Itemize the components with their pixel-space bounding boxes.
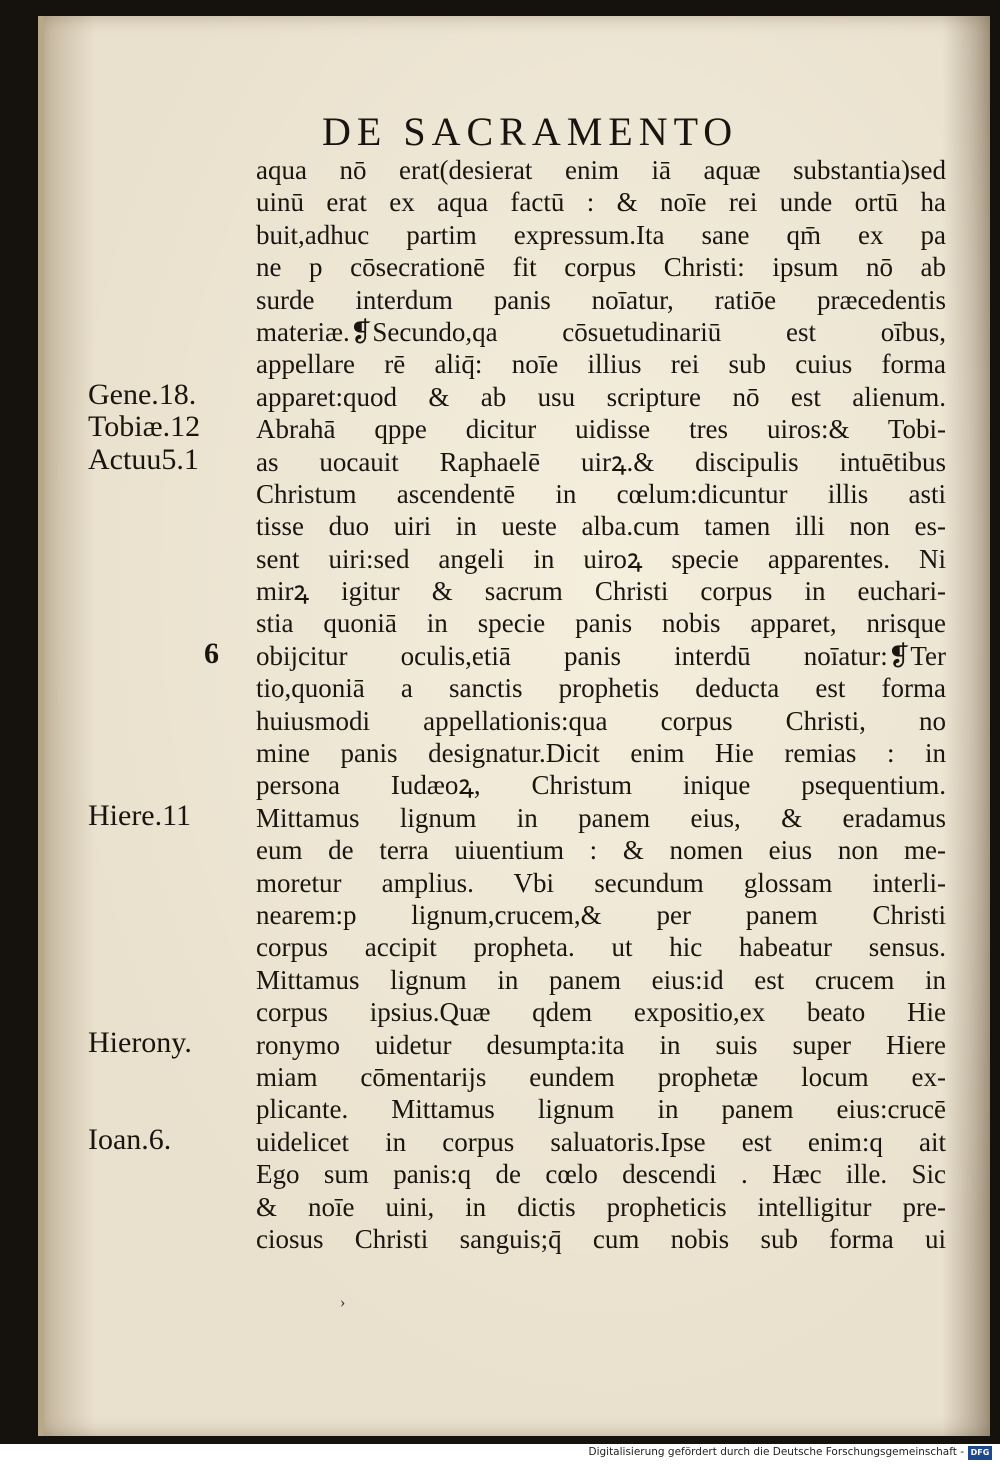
margin-reference: Hiere.11 [88, 799, 192, 832]
text-line: mirꝝ igitur & sacrum Christi corpus in euchari- [256, 576, 946, 607]
text-line: Mittamus lignum in panem eius:id est crucem in [256, 964, 946, 995]
margin-reference: Actuu5.1 [88, 442, 199, 476]
text-line: persona Iudæoꝝ, Christum inique psequentium. [256, 770, 946, 801]
text-line: uinū erat ex aqua factū : & noīe rei unde ortū ha [256, 187, 946, 218]
text-line: & noīe uini, in dictis propheticis intelligitur pre- [256, 1191, 946, 1222]
margin-reference: Hierony. [88, 1025, 192, 1059]
text-line: tisse duo uiri in ueste alba.cum tamen illi non es- [256, 511, 946, 542]
text-line: corpus ipsius.Quæ qdem expositio,ex beato Hie [256, 997, 946, 1028]
text-line: materiæ.❡Secundo,qa cōsuetudinariū est oībus, [256, 316, 946, 347]
text-line: sent uiri:sed angeli in uiroꝝ specie apparentes. Ni [256, 543, 946, 574]
text-line: mine panis designatur.Dicit enim Hie remias : in [256, 738, 946, 769]
text-line: ciosus Christi sanguis;q̄ cum nobis sub forma ui [256, 1223, 946, 1254]
text-line: eum de terra uiuentium : & nomen eius non me- [256, 835, 946, 866]
page-heading: DE SACRAMENTO [322, 109, 739, 154]
text-line: appellare rē aliq̄: noīe illius rei sub cuius forma [256, 349, 946, 380]
text-line: nearem:p lignum,crucem,& per panem Christi [256, 899, 946, 930]
margin-reference: Ioan.6. [88, 1123, 172, 1156]
text-line: apparet:quod & ab usu scripture nō est alienum. [256, 381, 946, 412]
text-line: huiusmodi appellationis:qua corpus Christi, no [256, 705, 946, 736]
text-line: aqua nō erat(desierat enim iā aquæ substantia)sed [256, 155, 946, 185]
margin-reference: Gene.18. [88, 377, 197, 411]
stray-mark: › [340, 1294, 346, 1311]
body-text [256, 154, 946, 1255]
text-line: tio,quoniā a sanctis prophetis deducta est forma [256, 673, 946, 704]
footer-credit: Digitalisierung gefördert durch die Deutsche Forschungsgemeinschaft - [588, 1446, 964, 1458]
text-line: ronymo uidetur desumpta:ita in suis super Hiere [256, 1029, 946, 1060]
text-line: Christum ascendentē in cœlum:dicuntur illis asti [256, 478, 946, 509]
text-line: buit,adhuc partim expressum.Ita sane qm̄ ex pa [256, 219, 946, 250]
margin-reference: Tobiæ.12 [88, 410, 201, 444]
text-line: obijcitur oculis,etiā panis interdū noīatur:❡Ter [256, 640, 946, 671]
text-line: uidelicet in corpus saluatoris.Ipse est enim:q ait [256, 1126, 946, 1157]
text-line: corpus accipit propheta. ut hic habeatur sensus. [256, 932, 946, 963]
text-line: plicante. Mittamus lignum in panem eius:crucē [256, 1094, 946, 1125]
text-line: Abrahā qppe dicitur uidisse tres uiros:& Tobi- [256, 414, 946, 445]
page-edge [38, 16, 44, 1436]
text-line: miam cōmentarijs eundem prophetæ locum ex- [256, 1061, 946, 1092]
dfg-logo-icon: DFG [968, 1446, 992, 1460]
margin-number: 6 [204, 637, 219, 670]
text-line: Ego sum panis:q de cœlo descendi . Hæc ille. Sic [256, 1159, 946, 1190]
text-line: ne p cōsecrationē fit corpus Christi: ipsum nō ab [256, 252, 946, 283]
text-line: stia quoniā in specie panis nobis apparet, nrisque [256, 608, 946, 639]
footer-bar [0, 1444, 1000, 1464]
text-line: Mittamus lignum in panem eius, & eradamus [256, 802, 946, 833]
text-line: moretur amplius. Vbi secundum glossam interli- [256, 867, 946, 898]
text-line: as uocauit Raphaelē uirꝝ.& discipulis intuētibus [256, 446, 946, 477]
text-line: surde interdum panis noīatur, ratiōe præcedentis [256, 284, 946, 315]
